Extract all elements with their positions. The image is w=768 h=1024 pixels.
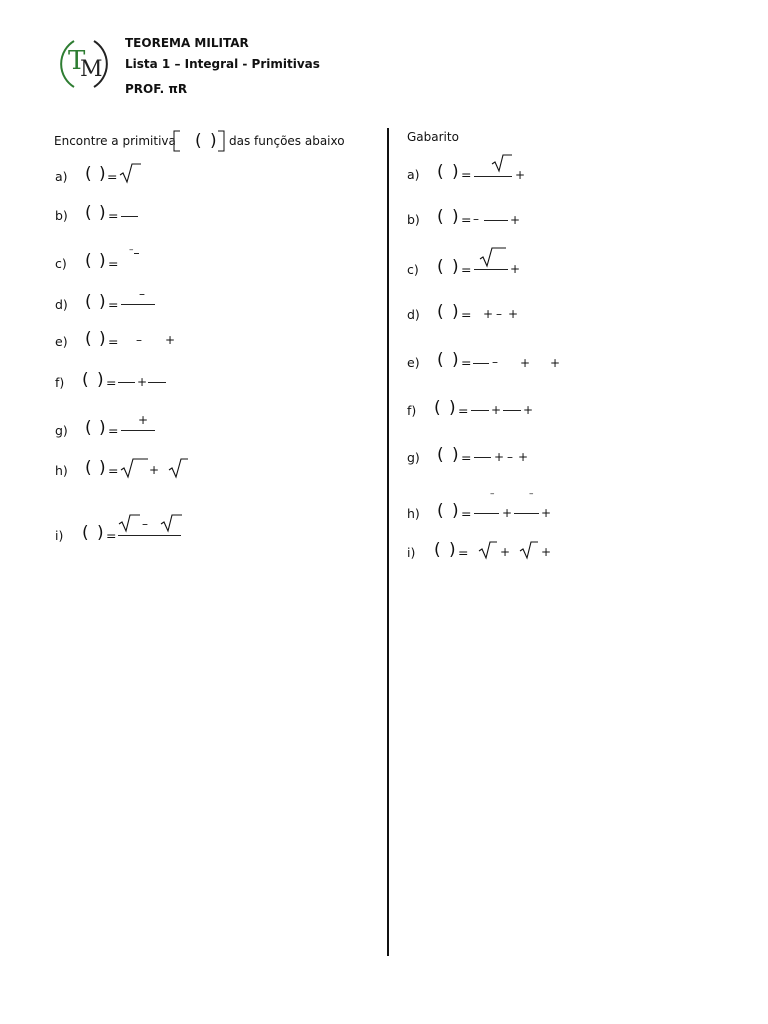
header-title: TEOREMA MILITAR xyxy=(125,36,249,50)
equals-sign: = xyxy=(461,167,472,182)
equals-sign: = xyxy=(108,256,119,271)
fraction-bar xyxy=(473,363,489,364)
sqrt-icon xyxy=(479,247,507,267)
equals-sign: = xyxy=(106,375,117,390)
fraction-bar xyxy=(121,430,155,431)
paren-open: ( xyxy=(85,458,92,478)
paren-open: ( xyxy=(85,418,92,438)
paren-close: ) xyxy=(99,164,106,184)
minus-sign: – xyxy=(136,333,142,347)
item-label: g) xyxy=(407,450,420,465)
paren-close: ) xyxy=(99,203,106,223)
numerator-sign: + xyxy=(138,413,149,427)
item-label: a) xyxy=(55,169,68,184)
equals-sign: = xyxy=(108,423,119,438)
plus-sign: + xyxy=(541,506,552,520)
plus-sign: + xyxy=(523,403,534,417)
plus-sign: + xyxy=(510,262,521,276)
plus-sign: + xyxy=(510,213,521,227)
column-divider xyxy=(387,128,389,956)
fraction-bar xyxy=(118,535,181,536)
item-label: c) xyxy=(55,256,67,271)
item-label: g) xyxy=(55,423,68,438)
paren-open: ( xyxy=(82,523,89,543)
paren-close: ) xyxy=(452,350,459,370)
paren-close: ) xyxy=(449,398,456,418)
numerator-sign: – xyxy=(139,287,145,301)
equals-sign: = xyxy=(107,169,118,184)
paren-close: ) xyxy=(452,501,459,521)
sqrt-icon xyxy=(519,541,539,559)
header-professor: PROF. πR xyxy=(125,82,188,96)
equals-sign: = xyxy=(108,463,119,478)
paren-close: ) xyxy=(452,162,459,182)
fraction-bar xyxy=(514,513,539,514)
answer-key-title: Gabarito xyxy=(407,130,459,144)
plus-sign: + xyxy=(137,375,148,389)
fraction-bar xyxy=(121,304,155,305)
paren-close: ) xyxy=(99,292,106,312)
minus-sign: – xyxy=(496,307,502,321)
fraction-bar xyxy=(474,457,491,458)
paren-open: ( xyxy=(437,207,444,227)
paren-close: ) xyxy=(99,329,106,349)
item-label: d) xyxy=(55,297,68,312)
paren-close: ) xyxy=(97,523,104,543)
paren-open: ( xyxy=(434,398,441,418)
teorema-militar-logo xyxy=(54,35,114,93)
plus-sign: + xyxy=(165,333,176,347)
item-label: i) xyxy=(407,545,416,560)
plus-sign: + xyxy=(500,545,511,559)
item-label: d) xyxy=(407,307,420,322)
sqrt-icon xyxy=(491,154,513,172)
equals-sign: = xyxy=(108,297,119,312)
equals-sign: = xyxy=(108,334,119,349)
paren-close: ) xyxy=(99,418,106,438)
paren-open: ( xyxy=(85,329,92,349)
fraction-bar xyxy=(121,216,138,217)
paren-close: ) xyxy=(99,458,106,478)
paren-close: ) xyxy=(452,302,459,322)
item-label: e) xyxy=(407,355,420,370)
exponent-sign: – xyxy=(529,489,534,499)
paren-open: ( xyxy=(85,251,92,271)
fraction-bar xyxy=(118,382,135,383)
paren-close: ) xyxy=(452,207,459,227)
item-label: h) xyxy=(407,506,420,521)
right-bracket-icon xyxy=(216,130,226,152)
fraction-bar xyxy=(471,410,489,411)
fraction-bar xyxy=(148,382,166,383)
fraction-bar xyxy=(474,176,512,177)
equals-sign: = xyxy=(458,545,469,560)
paren-open: ( xyxy=(437,162,444,182)
paren-open: ( xyxy=(437,257,444,277)
plus-sign: + xyxy=(494,450,505,464)
plus-sign: + xyxy=(149,463,160,477)
paren-close: ) xyxy=(210,131,217,151)
item-label: h) xyxy=(55,463,68,478)
paren-open: ( xyxy=(437,501,444,521)
plus-sign: + xyxy=(520,356,531,370)
instruction-text-start: Encontre a primitiva xyxy=(54,134,176,148)
plus-sign: + xyxy=(541,545,552,559)
minus-sign: – xyxy=(507,450,513,464)
sqrt-icon xyxy=(120,458,148,478)
paren-close: ) xyxy=(452,445,459,465)
paren-open: ( xyxy=(85,292,92,312)
header-subtitle: Lista 1 – Integral - Primitivas xyxy=(125,57,320,71)
paren-close: ) xyxy=(449,540,456,560)
paren-close: ) xyxy=(97,370,104,390)
fraction-bar xyxy=(474,513,499,514)
paren-open: ( xyxy=(437,445,444,465)
item-label: b) xyxy=(55,208,68,223)
plus-sign: + xyxy=(515,168,526,182)
equals-sign: = xyxy=(461,506,472,521)
equals-sign: = xyxy=(461,307,472,322)
item-label: a) xyxy=(407,167,420,182)
paren-open: ( xyxy=(434,540,441,560)
equals-sign: = xyxy=(106,528,117,543)
sqrt-icon xyxy=(160,514,182,532)
fraction-bar xyxy=(503,410,521,411)
minus-sign: – xyxy=(142,517,148,531)
exponent-sign: – xyxy=(129,245,134,255)
sqrt-icon xyxy=(168,458,188,478)
item-label: b) xyxy=(407,212,420,227)
item-label: f) xyxy=(55,375,65,390)
item-label: f) xyxy=(407,403,417,418)
sqrt-icon xyxy=(118,514,140,532)
item-label: i) xyxy=(55,528,64,543)
minus-sign: – xyxy=(492,355,498,369)
paren-close: ) xyxy=(99,251,106,271)
sqrt-icon xyxy=(119,163,141,183)
paren-open: ( xyxy=(82,370,89,390)
equals-sign: = xyxy=(461,355,472,370)
item-label: c) xyxy=(407,262,419,277)
plus-sign: + xyxy=(502,506,513,520)
plus-sign: + xyxy=(550,356,561,370)
exponent-fraction-bar xyxy=(134,253,139,254)
paren-open: ( xyxy=(437,302,444,322)
paren-close: ) xyxy=(452,257,459,277)
paren-open: ( xyxy=(195,131,202,151)
minus-sign: – xyxy=(473,212,479,226)
svg-text:T: T xyxy=(68,46,86,76)
fraction-bar xyxy=(484,220,508,221)
paren-open: ( xyxy=(85,203,92,223)
plus-sign: + xyxy=(491,403,502,417)
paren-open: ( xyxy=(437,350,444,370)
plus-sign: + xyxy=(483,307,494,321)
plus-sign: + xyxy=(508,307,519,321)
sqrt-icon xyxy=(478,541,498,559)
equals-sign: = xyxy=(108,208,119,223)
fraction-bar xyxy=(474,269,508,270)
equals-sign: = xyxy=(461,212,472,227)
item-label: e) xyxy=(55,334,68,349)
paren-open: ( xyxy=(85,164,92,184)
exponent-sign: – xyxy=(490,489,495,499)
left-bracket-icon xyxy=(172,130,182,152)
equals-sign: = xyxy=(461,262,472,277)
equals-sign: = xyxy=(458,403,469,418)
plus-sign: + xyxy=(518,450,529,464)
equals-sign: = xyxy=(461,450,472,465)
instruction-text-end: das funções abaixo xyxy=(229,134,345,148)
svg-text:M: M xyxy=(80,57,103,82)
